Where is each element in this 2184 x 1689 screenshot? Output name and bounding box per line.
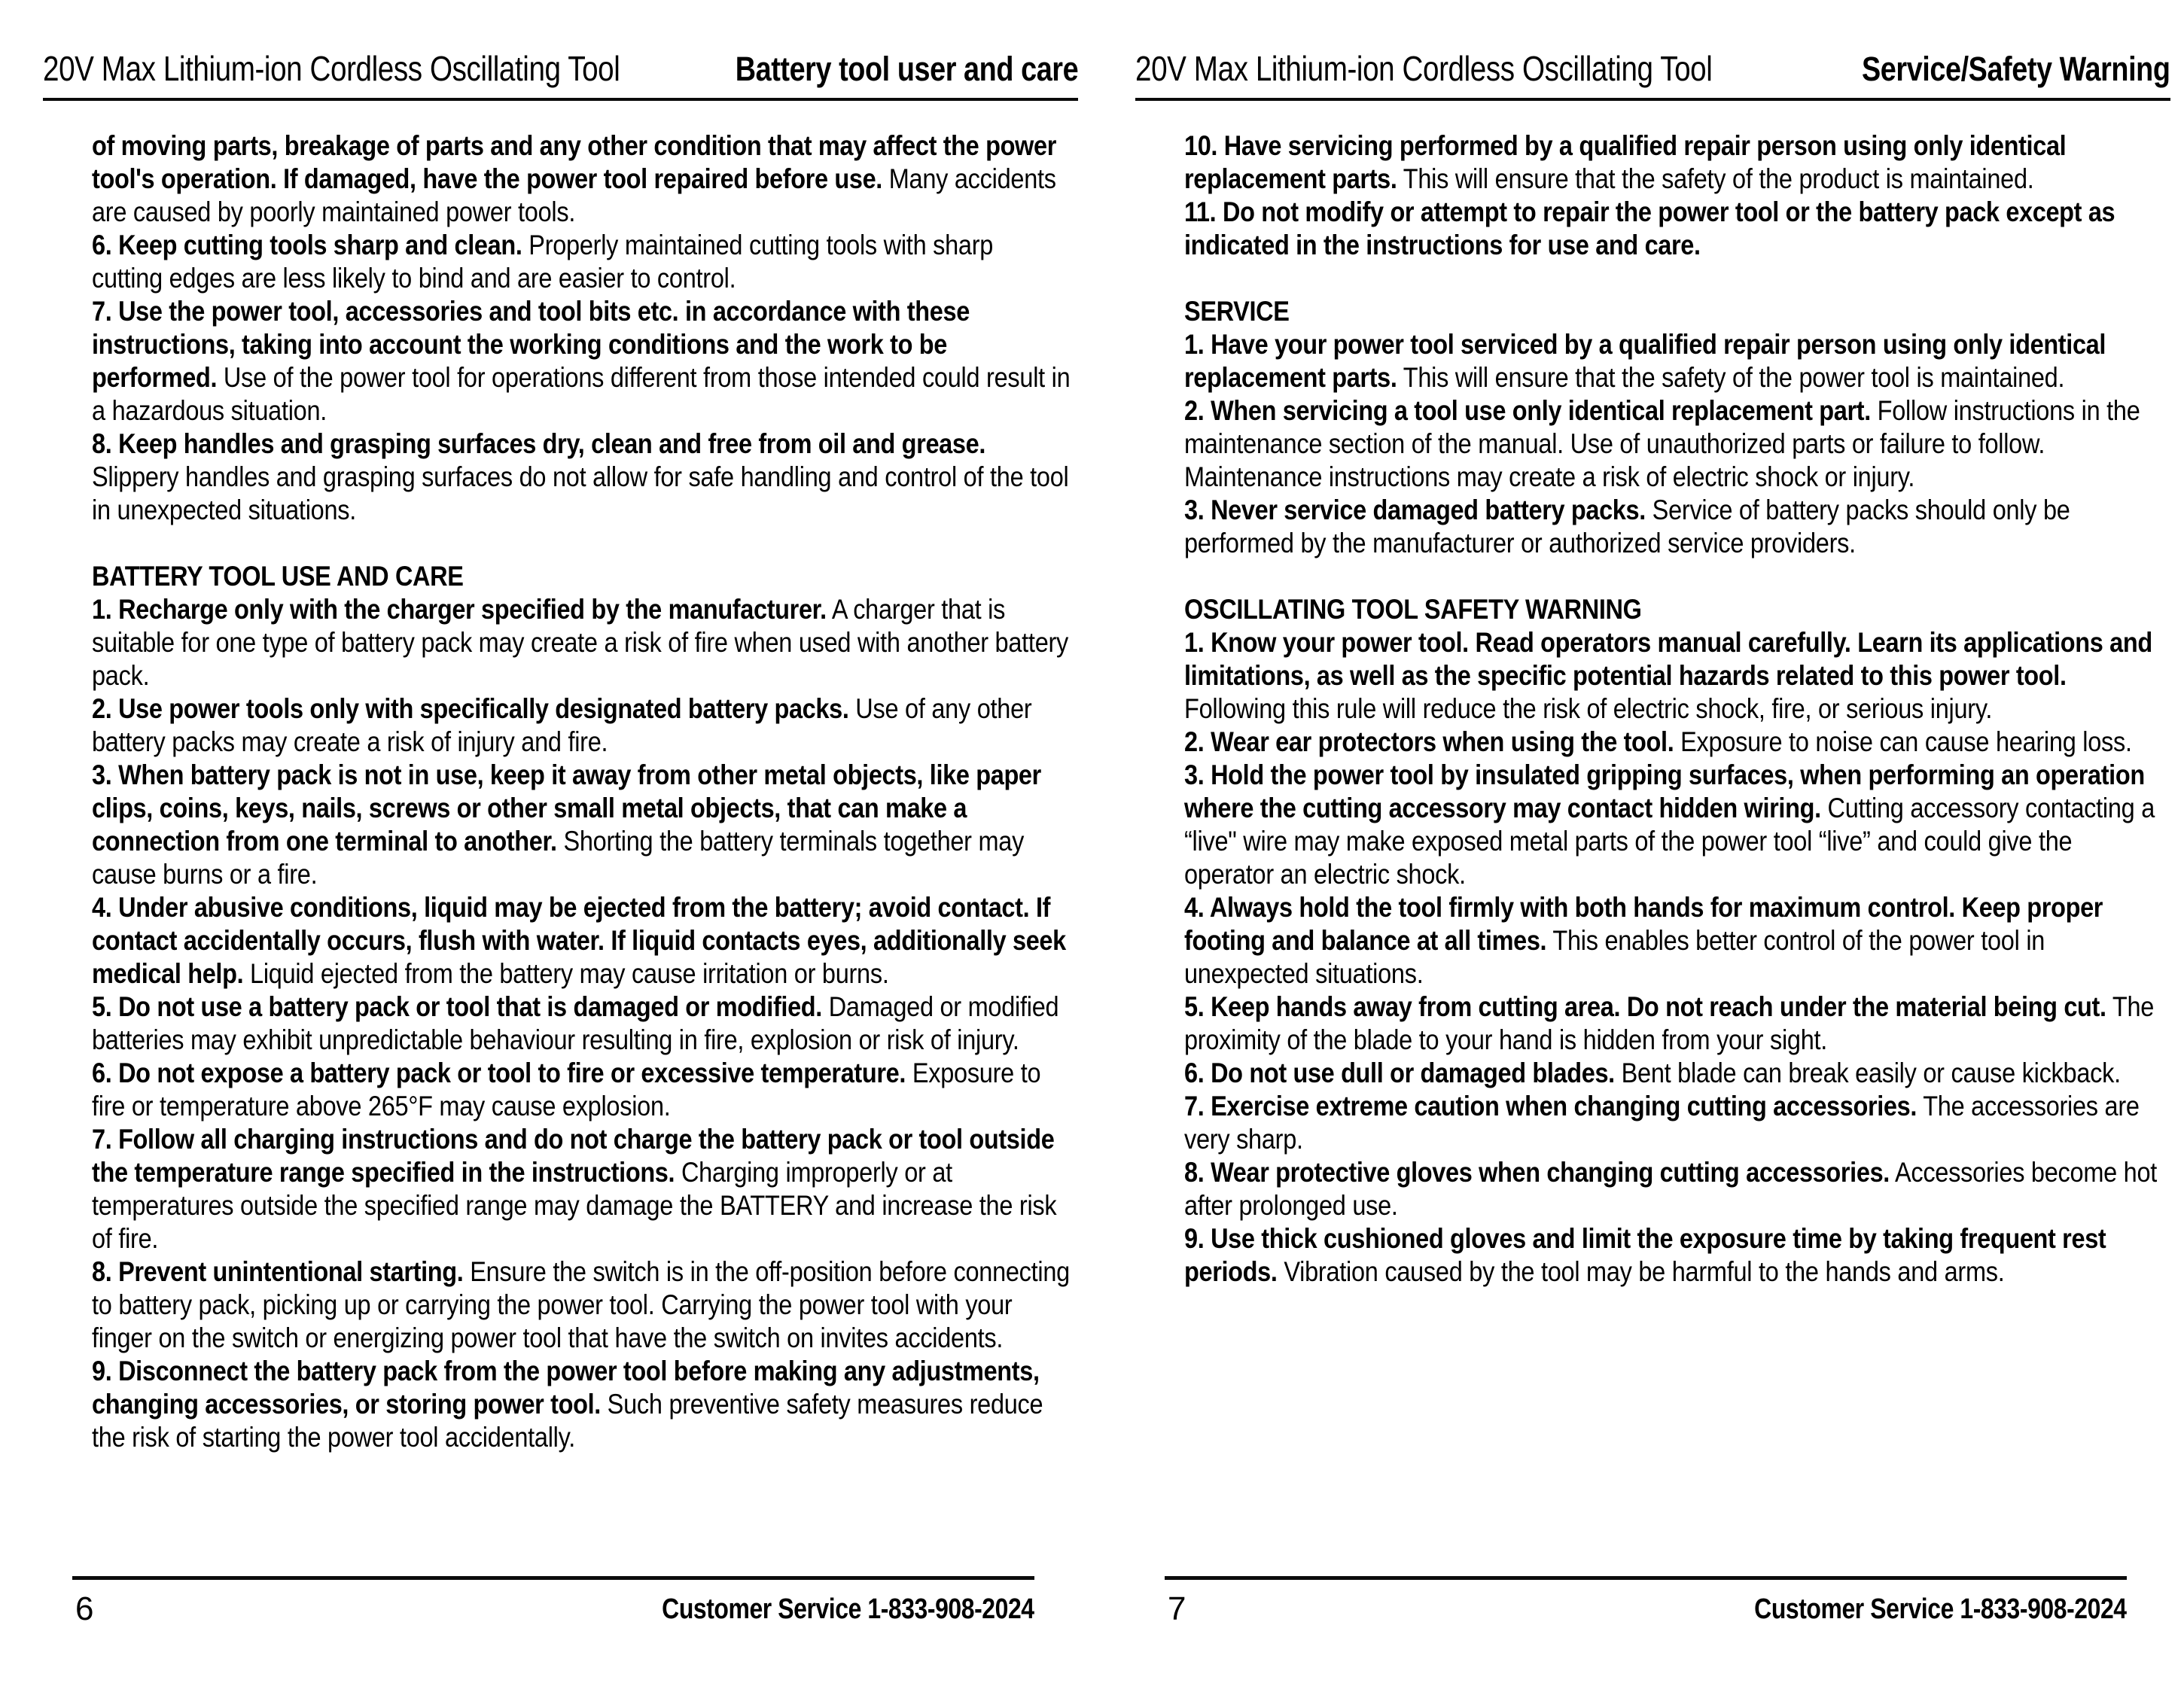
safety-item-lead: 7. Exercise extreme caution when changing cutting accessories. (1184, 1091, 1917, 1121)
safety-item: 2. When servicing a tool use only identical replacement part. Follow instructions in the maintenance section of the manual. Use of unauthorized parts or failure to follow. Maintenance instructions may create a risk of electric shock or injury. (1184, 395, 2140, 492)
safety-item-lead: 4. Under abusive conditions, liquid may be ejected from the battery; avoid contact. If contact accidentally occurs, flush with water. If liquid contacts eyes, additionally seek medical help. (92, 892, 1066, 989)
safety-item: of moving parts, breakage of parts and any other condition that may affect the power tool's operation. If damaged, have the power tool repaired before use. Many accidents are caused by poorly maintained power tools. (92, 130, 1056, 227)
safety-item-lead: 8. Prevent unintentional starting. (92, 1256, 464, 1287)
safety-item: 7. Exercise extreme caution when changing cutting accessories. The accessories are very sharp. (1184, 1091, 2140, 1155)
page-footer (72, 1576, 1034, 1627)
safety-item-lead: of moving parts, breakage of parts and any other condition that may affect the power tool's operation. If damaged, have the power tool repaired before use. (92, 130, 1056, 194)
safety-item: 2. Use power tools only with specifically designated battery packs. Use of any other battery packs may create a risk of injury and fire. (92, 693, 1032, 757)
safety-item-lead: 9. Disconnect the battery pack from the power tool before making any adjustments, changing accessories, or storing power tool. (92, 1356, 1040, 1420)
safety-item-lead: 3. Hold the power tool by insulated gripping surfaces, when performing an operation where the cutting accessory may contact hidden wiring. (1184, 759, 2145, 823)
safety-item-lead: 3. When battery pack is not in use, keep it away from other metal objects, like paper clips, coins, keys, nails, screws or other small metal objects, that can make a connection from one terminal to another. (92, 759, 1041, 857)
page-header (1135, 44, 2170, 101)
safety-item: 5. Keep hands away from cutting area. Do not reach under the material being cut. The proximity of the blade to your hand is hidden from your sight. (1184, 991, 2155, 1055)
safety-item-lead: 5. Do not use a battery pack or tool that is damaged or modified. (92, 991, 822, 1022)
safety-item-lead: 11. Do not modify or attempt to repair the power tool or the battery pack except as indicated in the instructions for use and care. (1184, 196, 2115, 260)
safety-item-lead: 6. Do not use dull or damaged blades. (1184, 1058, 1615, 1088)
safety-item-lead: 2. Use power tools only with specifically designated battery packs. (92, 693, 849, 724)
safety-item (1184, 196, 2162, 262)
safety-item-lead: 8. Wear protective gloves when changing cutting accessories. (1184, 1157, 1890, 1188)
safety-item: 6. Keep cutting tools sharp and clean. Properly maintained cutting tools with sharp cutting edges are less likely to bind and are easier to control. (92, 230, 994, 294)
page-footer (1165, 1576, 2127, 1627)
safety-item: 7. Use the power tool, accessories and tool bits etc. in accordance with these instructions, taking into account the working conditions and the work to be performed. Use of the power tool for operations different from those intended could result in a hazardous situation. (92, 296, 1071, 426)
safety-item: 9. Disconnect the battery pack from the power tool before making any adjustments, changing accessories, or storing power tool. Such preventive safety measures reduce the risk of starting the power tool accidentally. (92, 1356, 1043, 1453)
safety-item: 1. Recharge only with the charger specified by the manufacturer. A charger that is suitable for one type of battery pack may create a risk of fire when used with another battery pack. (92, 594, 1069, 691)
safety-item: 8. Prevent unintentional starting. Ensure the switch is in the off-position before connecting to battery pack, picking up or carrying the power tool. Carrying the power tool with your finger on the switch or energizing power tool that have the switch on invites accidents. (92, 1256, 1070, 1353)
safety-item-lead: 1. Know your power tool. Read operators manual carefully. Learn its applications and limitations, as well as the specific potential hazards related to this power tool. (1184, 627, 2152, 691)
safety-item: 1. Know your power tool. Read operators manual carefully. Learn its applications and limitations, as well as the specific potential hazards related to this power tool. Following this rule will reduce the risk of electric shock, fire, or serious injury. (1184, 627, 2152, 724)
safety-item: 10. Have servicing performed by a qualified repair person using only identical replacement parts. This will ensure that the safety of the product is maintained. (1184, 130, 2067, 194)
safety-item-lead: 7. Use the power tool, accessories and tool bits etc. in accordance with these instructions, taking into account the working conditions and the work to be performed. (92, 296, 970, 393)
section-heading: SERVICE (1184, 296, 1290, 327)
page-body (92, 129, 1070, 1454)
page-header (43, 44, 1078, 101)
safety-item-lead: 4. Always hold the tool firmly with both hands for maximum control. Keep proper footing and balance at all times. (1184, 892, 2103, 956)
customer-service-line: Customer Service 1-833-908-2024 (1754, 1593, 2127, 1625)
safety-item-lead: 10. Have servicing performed by a qualified repair person using only identical replacement parts. (1184, 130, 2067, 194)
section-title: Battery tool user and care (735, 50, 1078, 88)
safety-item-lead: 3. Never service damaged battery packs. (1184, 495, 1646, 525)
safety-item: 4. Under abusive conditions, liquid may be ejected from the battery; avoid contact. If contact accidentally occurs, flush with water. If liquid contacts eyes, additionally seek medical help. Liquid ejected from the battery may cause irritation or burns. (92, 892, 1066, 989)
safety-item: 3. Never service damaged battery packs. Service of battery packs should only be performed by the manufacturer or authorized service providers. (1184, 495, 2070, 558)
safety-item: 9. Use thick cushioned gloves and limit the exposure time by taking frequent rest periods. Vibration caused by the tool may be harmful to the hands and arms. (1184, 1223, 2106, 1287)
safety-item: 8. Wear protective gloves when changing cutting accessories. Accessories become hot after prolonged use. (1184, 1157, 2158, 1221)
safety-item-lead: 1. Recharge only with the charger specified by the manufacturer. (92, 594, 827, 625)
section-heading: OSCILLATING TOOL SAFETY WARNING (1184, 594, 1642, 625)
safety-item: 2. Wear ear protectors when using the tool. Exposure to noise can cause hearing loss. (1184, 726, 2132, 757)
product-title: 20V Max Lithium-ion Cordless Oscillating Tool (1135, 49, 1713, 88)
section-title: Service/Safety Warning (1862, 50, 2170, 88)
safety-item-lead: 2. When servicing a tool use only identical replacement part. (1184, 395, 1871, 426)
safety-item-lead: 6. Do not expose a battery pack or tool to fire or excessive temperature. (92, 1058, 906, 1088)
safety-item: 3. Hold the power tool by insulated gripping surfaces, when performing an operation where the cutting accessory may contact hidden wiring. Cutting accessory contacting a “live" wire may make exposed metal parts of the power tool “live” and could give the operator an electric shock. (1184, 759, 2155, 890)
safety-item-lead: 8. Keep handles and grasping surfaces dry, clean and free from oil and grease. (92, 428, 986, 459)
page-number: 6 (75, 1590, 94, 1627)
safety-item: 7. Follow all charging instructions and do not charge the battery pack or tool outside the temperature range specified in the instructions. Charging improperly or at temperatures outside the specified range may damage the BATTERY and increase the risk of fire. (92, 1124, 1057, 1254)
manual-page-7 (1092, 0, 2184, 1689)
page-number: 7 (1168, 1590, 1186, 1627)
safety-item: 4. Always hold the tool firmly with both hands for maximum control. Keep proper footing and balance at all times. This enables better control of the power tool in unexpected situations. (1184, 892, 2103, 989)
safety-item: 6. Do not use dull or damaged blades. Bent blade can break easily or cause kickback. (1184, 1058, 2121, 1088)
safety-item: 5. Do not use a battery pack or tool that is damaged or modified. Damaged or modified batteries may exhibit unpredictable behaviour resulting in fire, explosion or risk of injury. (92, 991, 1059, 1055)
safety-item: 8. Keep handles and grasping surfaces dry, clean and free from oil and grease. Slippery handles and grasping surfaces do not allow for safe handling and control of the tool in unexpected situations. (92, 428, 1069, 525)
section-heading: BATTERY TOOL USE AND CARE (92, 561, 464, 592)
safety-item-lead: 5. Keep hands away from cutting area. Do not reach under the material being cut. (1184, 991, 2106, 1022)
safety-item: 6. Do not expose a battery pack or tool to fire or excessive temperature. Exposure to fire or temperature above 265°F may cause explosion. (92, 1058, 1041, 1121)
safety-item: 1. Have your power tool serviced by a qualified repair person using only identical replacement parts. This will ensure that the safety of the power tool is maintained. (1184, 329, 2106, 393)
safety-item-lead: 1. Have your power tool serviced by a qualified repair person using only identical replacement parts. (1184, 329, 2106, 393)
safety-item-lead: 6. Keep cutting tools sharp and clean. (92, 230, 522, 260)
safety-item-lead: 7. Follow all charging instructions and do not charge the battery pack or tool outside the temperature range specified in the instructions. (92, 1124, 1055, 1188)
customer-service-line: Customer Service 1-833-908-2024 (662, 1593, 1034, 1625)
page-body (1184, 129, 2162, 1289)
product-title: 20V Max Lithium-ion Cordless Oscillating Tool (43, 49, 620, 88)
safety-item-lead: 2. Wear ear protectors when using the tool. (1184, 726, 1674, 757)
safety-item-lead: 9. Use thick cushioned gloves and limit the exposure time by taking frequent rest periods. (1184, 1223, 2106, 1287)
safety-item: 3. When battery pack is not in use, keep it away from other metal objects, like paper clips, coins, keys, nails, screws or other small metal objects, that can make a connection from one terminal to another. Shorting the battery terminals together may cause burns or a fire. (92, 759, 1041, 890)
